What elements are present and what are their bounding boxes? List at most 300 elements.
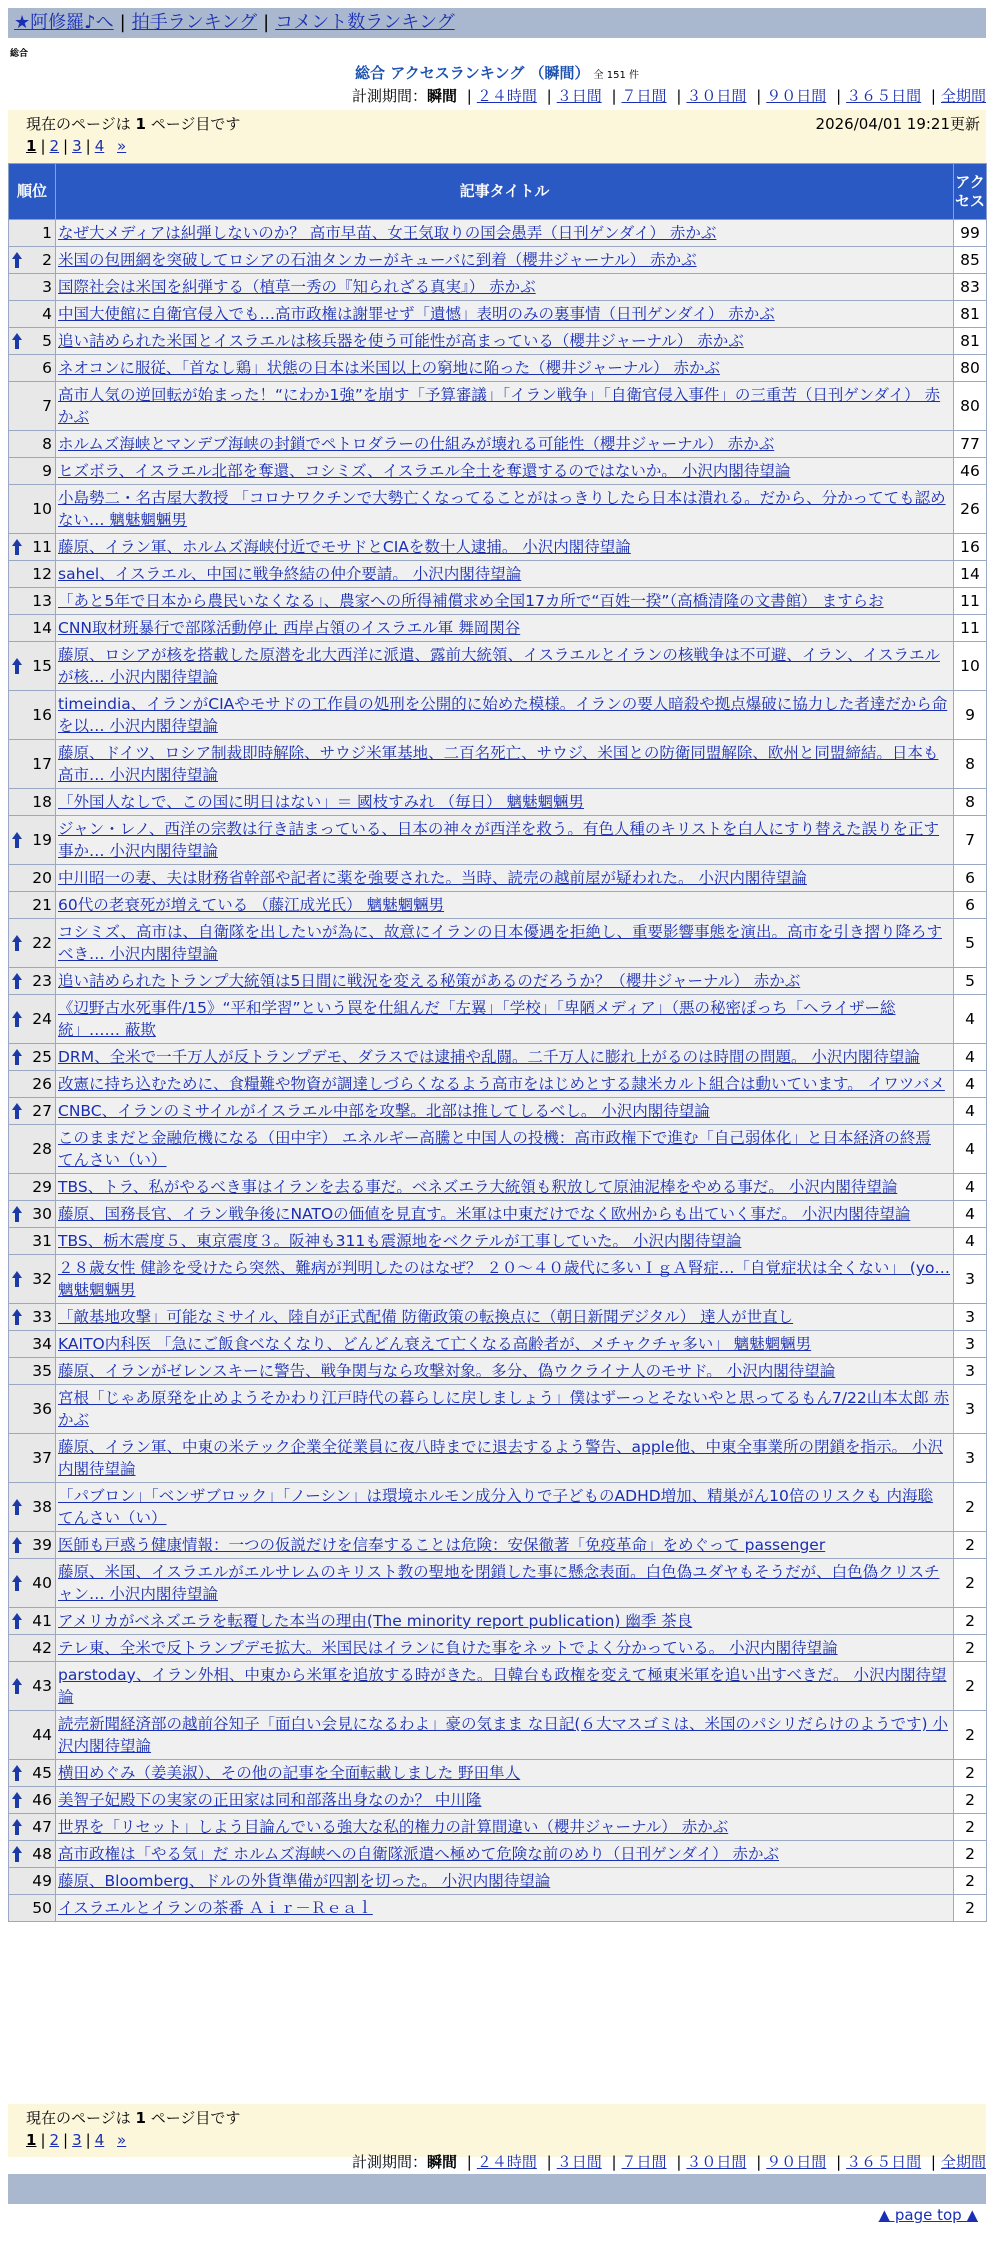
rank-up-arrow-icon (12, 1537, 22, 1553)
access-count: 4 (954, 1228, 987, 1255)
title-cell (56, 1044, 954, 1071)
access-count: 2 (954, 1559, 987, 1608)
table-row (9, 1331, 987, 1358)
rank-number: 9 (42, 462, 52, 480)
page-title-block (0, 62, 994, 83)
period-current: 瞬間 (426, 87, 457, 105)
title-cell (56, 1125, 954, 1174)
rank-cell (9, 1559, 56, 1608)
article-title-link[interactable]: ホルムズ海峡とマンデブ海峡の封鎖でペトロダラーの仕組みが壊れる可能性（櫻井ジャーナル） 赤かぶ (58, 435, 775, 453)
period-30d-link[interactable]: ３０日間 (686, 2153, 747, 2171)
rank-cell (9, 1787, 56, 1814)
title-cell (56, 691, 954, 740)
rank-number: 40 (32, 1574, 52, 1592)
title-cell (56, 274, 954, 301)
table-row (9, 1434, 987, 1483)
access-count: 2 (954, 1532, 987, 1559)
article-title-link[interactable]: 「あと5年で日本から農民いなくなる」、農家への所得補償求め全国17カ所で“百姓一揆”（高橋清隆の文書館） ますらお (58, 592, 884, 610)
table-row (9, 892, 987, 919)
table-row (9, 816, 987, 865)
clap-ranking-link[interactable]: 拍手ランキング (131, 12, 258, 33)
access-count: 99 (954, 220, 987, 247)
article-title-link[interactable]: parstoday、イラン外相、中東から米軍を追放する時がきた。日韓台も政権を変えて極東米軍を追い出すべきだ。 小沢内閣待望論 (58, 1666, 947, 1706)
rank-cell (9, 1434, 56, 1483)
rank-up-arrow-icon (12, 1103, 22, 1119)
article-title-link[interactable]: CNN取材班暴行で部隊活動停止 西岸占領のイスラエル軍 舞岡関谷 (58, 619, 521, 637)
period-label: 計測期間： (351, 2153, 427, 2171)
table-row (9, 1608, 987, 1635)
access-count: 4 (954, 995, 987, 1044)
page-top-link[interactable]: ▲ page top ▲ (878, 2206, 978, 2224)
rank-cell (9, 1255, 56, 1304)
access-count: 3 (954, 1358, 987, 1385)
table-row (9, 561, 987, 588)
title-cell (56, 534, 954, 561)
article-title-link[interactable]: アメリカがベネズエラを転覆した本当の理由(The minority report publication) 幽季 茶良 (58, 1612, 693, 1630)
access-count: 2 (954, 1868, 987, 1895)
rank-number: 4 (42, 305, 52, 323)
title-cell (56, 968, 954, 995)
rank-number: 18 (32, 793, 52, 811)
rank-number: 36 (32, 1400, 52, 1418)
access-count: 11 (954, 615, 987, 642)
rank-cell (9, 220, 56, 247)
article-title-link[interactable]: 中川昭一の妻、夫は財務省幹部や記者に薬を強要された。当時、読売の越前屋が疑われた。 小沢内閣待望論 (58, 869, 807, 887)
access-count: 4 (954, 1044, 987, 1071)
article-title-link[interactable]: 改憲に持ち込むために、食糧難や物資が調達しづらくなるよう高市をはじめとする隷米カルト組合は動いています。 イワツバメ (58, 1075, 945, 1093)
title-cell (56, 431, 954, 458)
article-title-link[interactable]: 「外国人なしで、この国に明日はない」＝ 國枝すみれ （毎日） 魑魅魍魎男 (58, 793, 584, 811)
rank-number: 31 (32, 1232, 52, 1250)
rank-number: 35 (32, 1362, 52, 1380)
table-row (9, 328, 987, 355)
rank-number: 7 (42, 397, 52, 415)
article-title-link[interactable]: 高市政権は「やる気」だ ホルムズ海峡への自衛隊派遣へ極めて危険な前のめり（日刊ゲンダイ） 赤かぶ (58, 1845, 779, 1863)
rank-cell (9, 1358, 56, 1385)
rank-cell (9, 740, 56, 789)
total-count: 全 151 件 (593, 70, 639, 81)
article-title-link[interactable]: 藤原、国務長官、イラン戦争後にNATOの価値を見直す。米軍は中東だけでなく欧州からも出ていく事だ。 小沢内閣待望論 (58, 1205, 911, 1223)
period-90d-link[interactable]: ９０日間 (766, 87, 827, 105)
table-row (9, 1044, 987, 1071)
article-title-link[interactable]: 60代の老衰死が増えている （藤江成光氏） 魑魅魍魎男 (58, 896, 445, 914)
period-label: 計測期間： (351, 87, 427, 105)
rank-number: 23 (32, 972, 52, 990)
article-title-link[interactable]: 藤原、ドイツ、ロシア制裁即時解除、サウジ米軍基地、二百名死亡、サウジ、米国との防衛同盟解除、欧州と同盟締結。日本も高市… 小沢内閣待望論 (58, 744, 939, 784)
table-row (9, 1841, 987, 1868)
title-cell (56, 1760, 954, 1787)
rank-number: 2 (42, 251, 52, 269)
access-count: 26 (954, 485, 987, 534)
table-row (9, 458, 987, 485)
rank-cell (9, 431, 56, 458)
title-cell (56, 1662, 954, 1711)
table-row (9, 355, 987, 382)
period-3d-link[interactable]: ３日間 (556, 2153, 602, 2171)
access-count: 2 (954, 1608, 987, 1635)
rank-number: 8 (42, 435, 52, 453)
title-cell (56, 865, 954, 892)
table-row (9, 1358, 987, 1385)
title-cell (56, 1228, 954, 1255)
table-row (9, 485, 987, 534)
access-count: 2 (954, 1711, 987, 1760)
access-header: アクセス (954, 164, 987, 220)
rank-up-arrow-icon (12, 832, 22, 848)
rank-cell (9, 1098, 56, 1125)
article-title-link[interactable]: 「パブロン」「ベンザブロック」「ノーシン」は環境ホルモン成分入りで子どものADHD増加、精巣がん10倍のリスクも 内海聡 てんさい（い） (58, 1487, 934, 1527)
rank-number: 48 (32, 1845, 52, 1863)
title-cell (56, 588, 954, 615)
page-link[interactable]: 2 (49, 137, 60, 155)
table-row (9, 1228, 987, 1255)
access-count: 8 (954, 740, 987, 789)
rank-number: 43 (32, 1677, 52, 1695)
title-cell (56, 1787, 954, 1814)
nav-separator: | (119, 12, 126, 33)
title-cell (56, 1255, 954, 1304)
access-count: 4 (954, 1201, 987, 1228)
title-cell (56, 642, 954, 691)
table-row (9, 740, 987, 789)
access-count: 81 (954, 328, 987, 355)
page-link[interactable]: 4 (94, 2131, 105, 2149)
asyura-home-link[interactable]: ★阿修羅♪へ (14, 12, 114, 33)
title-cell (56, 220, 954, 247)
title-cell (56, 458, 954, 485)
section-label: 総合 (10, 49, 29, 59)
rank-cell (9, 588, 56, 615)
rank-number: 42 (32, 1639, 52, 1657)
rank-cell (9, 1608, 56, 1635)
access-count: 11 (954, 588, 987, 615)
rank-number: 1 (42, 224, 52, 242)
article-title-link[interactable]: 世界を「リセット」しよう目論んでいる強大な私的権力の計算間違い（櫻井ジャーナル） 赤かぶ (58, 1818, 729, 1836)
pager-box-top (8, 110, 986, 163)
title-cell (56, 1483, 954, 1532)
rank-number: 20 (32, 869, 52, 887)
rank-cell (9, 1483, 56, 1532)
table-row (9, 1201, 987, 1228)
rank-cell (9, 274, 56, 301)
rank-number: 27 (32, 1102, 52, 1120)
table-row (9, 1814, 987, 1841)
article-title-link[interactable]: sahel、イスラエル、中国に戦争終結の仲介要請。 小沢内閣待望論 (58, 565, 522, 583)
article-title-link[interactable]: 横田めぐみ（姜美淑）、その他の記事を全面転載しました 野田隼人 (58, 1764, 521, 1782)
period-3d-link[interactable]: ３日間 (556, 87, 602, 105)
title-cell (56, 789, 954, 816)
table-row (9, 1868, 987, 1895)
period-365d-link[interactable]: ３６５日間 (846, 87, 922, 105)
access-count: 3 (954, 1434, 987, 1483)
article-title-link[interactable]: 小島勢二・名古屋大教授 「コロナワクチンで大勢亡くなってることがはっきりしたら日本は潰れる。だから、分かってても認めない… 魑魅魍魎男 (58, 489, 946, 529)
article-title-link[interactable]: 「敵基地攻撃」可能なミサイル、陸自が正式配備 防衛政策の転換点に（朝日新聞デジタル） 達人が世直し (58, 1308, 794, 1326)
rank-cell (9, 1868, 56, 1895)
article-title-link[interactable]: 国際社会は米国を糾弾する（植草一秀の『知られざる真実』） 赤かぶ (58, 278, 536, 296)
table-row (9, 865, 987, 892)
rank-up-arrow-icon (12, 1309, 22, 1325)
rank-cell (9, 1760, 56, 1787)
table-row (9, 382, 987, 431)
rank-number: 16 (32, 706, 52, 724)
period-selector-top: 計測期間：瞬間 | ２４時間 | ３日間 | ７日間 | ３０日間 | ９０日間 | ３６５日間 | 全期間 (351, 87, 986, 105)
access-count: 6 (954, 892, 987, 919)
rank-cell (9, 1125, 56, 1174)
article-title-link[interactable]: TBS、トラ、私がやるべき事はイランを去る事だ。ベネズエラ大統領も釈放して原油泥棒をやめる事だ。 小沢内閣待望論 (58, 1178, 898, 1196)
title-cell (56, 1608, 954, 1635)
title-cell (56, 892, 954, 919)
access-count: 77 (954, 431, 987, 458)
rank-cell (9, 968, 56, 995)
rank-cell (9, 561, 56, 588)
title-cell (56, 382, 954, 431)
access-count: 5 (954, 968, 987, 995)
rank-cell (9, 1635, 56, 1662)
rank-cell (9, 865, 56, 892)
rank-number: 33 (32, 1308, 52, 1326)
rank-cell (9, 816, 56, 865)
access-count: 9 (954, 691, 987, 740)
rank-number: 14 (32, 619, 52, 637)
table-row (9, 1532, 987, 1559)
article-title-link[interactable]: KAITO内科医 「急にご飯食べなくなり、どんどん衰えて亡くなる高齢者が、メチャクチャ多い」 魑魅魍魎男 (58, 1335, 812, 1353)
rank-number: 26 (32, 1075, 52, 1093)
title-cell (56, 816, 954, 865)
table-row (9, 1174, 987, 1201)
rank-number: 15 (32, 657, 52, 675)
rank-cell (9, 1385, 56, 1434)
table-row (9, 1662, 987, 1711)
page-link[interactable]: 3 (72, 2131, 82, 2149)
rank-cell (9, 1331, 56, 1358)
table-row (9, 220, 987, 247)
rank-number: 30 (32, 1205, 52, 1223)
rank-cell (9, 919, 56, 968)
article-title-link[interactable]: なぜ大メディアは糾弾しないのか？ 高市早苗、女王気取りの国会愚弄（日刊ゲンダイ） 赤かぶ (58, 224, 717, 242)
article-title-link[interactable]: timeindia、イランがCIAやモサドの工作員の処刑を公開的に始めた模様。イランの要人暗殺や拠点爆破に協力した者達だから命を以… 小沢内閣待望論 (58, 695, 948, 735)
title-cell (56, 1304, 954, 1331)
next-page-link[interactable]: » (117, 137, 127, 155)
article-title-link[interactable]: 追い詰められたトランプ大統領は5日間に戦況を変える秘策があるのだろうか？（櫻井ジャーナル） 赤かぶ (58, 972, 801, 990)
table-row (9, 534, 987, 561)
rank-cell (9, 1228, 56, 1255)
article-title-link[interactable]: 追い詰められた米国とイスラエルは核兵器を使う可能性が高まっている（櫻井ジャーナル） 赤かぶ (58, 332, 744, 350)
rank-number: 6 (42, 359, 52, 377)
table-row (9, 1098, 987, 1125)
table-row (9, 1125, 987, 1174)
page-link[interactable]: 2 (49, 2131, 60, 2149)
rank-cell (9, 1174, 56, 1201)
page-status: 現在のページは 1 ページ目です (26, 115, 241, 133)
article-title-link[interactable]: ヒズボラ、イスラエル北部を奪還、コシミズ、イスラエル全土を奪還するのではないか。 小沢内閣待望論 (58, 462, 791, 480)
table-row (9, 1483, 987, 1532)
period-7d-link[interactable]: ７日間 (621, 2153, 667, 2171)
period-90d-link[interactable]: ９０日間 (766, 2153, 827, 2171)
rank-cell (9, 995, 56, 1044)
title-header: 記事タイトル (56, 164, 954, 220)
access-count: 2 (954, 1895, 987, 1922)
rank-cell (9, 534, 56, 561)
period-7d-link[interactable]: ７日間 (621, 87, 667, 105)
article-title-link[interactable]: このままだと金融危機になる（田中宇） エネルギー高騰と中国人の投機：高市政権下で進む「自己弱体化」と日本経済の終焉 てんさい（い） (58, 1129, 931, 1169)
table-row (9, 1787, 987, 1814)
article-title-link[interactable]: 読売新聞経済部の越前谷知子「面白い会見になるわよ」豪の気まま な日記(６大マスゴミは、米国のパシリだらけのようです) 小沢内閣待望論 (58, 1715, 948, 1755)
table-row (9, 1071, 987, 1098)
title-cell (56, 1895, 954, 1922)
table-row (9, 691, 987, 740)
access-count: 81 (954, 301, 987, 328)
table-row (9, 995, 987, 1044)
article-title-link[interactable]: CNBC、イランのミサイルがイスラエル中部を攻撃。北部は推してしるべし。 小沢内閣待望論 (58, 1102, 710, 1120)
title-cell (56, 1434, 954, 1483)
access-count: 3 (954, 1385, 987, 1434)
page-link[interactable]: 4 (94, 137, 105, 155)
rank-cell (9, 355, 56, 382)
rank-number: 22 (32, 934, 52, 952)
rank-number: 3 (42, 278, 52, 296)
table-row (9, 1760, 987, 1787)
rank-number: 44 (32, 1726, 52, 1744)
period-all-link[interactable]: 全期間 (940, 2153, 986, 2171)
title-cell (56, 1385, 954, 1434)
period-365d-link[interactable]: ３６５日間 (846, 2153, 922, 2171)
article-title-link[interactable]: ネオコンに服従、「首なし鶏」状態の日本は米国以上の窮地に陥った（櫻井ジャーナル） 赤かぶ (58, 359, 720, 377)
article-title-link[interactable]: 高市人気の逆回転が始まった！“にわか1強”を崩す「予算審議」「イラン戦争」「自衛官侵入事件」の三重苦（日刊ゲンダイ） 赤かぶ (58, 386, 941, 426)
article-title-link[interactable]: 藤原、米国、イスラエルがエルサレムのキリスト教の聖地を閉鎖した事に懸念表面。白色偽ユダヤもそうだが、白色偽クリスチャン… 小沢内閣待望論 (58, 1563, 940, 1603)
rank-cell (9, 1044, 56, 1071)
access-count: 80 (954, 355, 987, 382)
access-count: 5 (954, 919, 987, 968)
access-count: 8 (954, 789, 987, 816)
comment-ranking-link[interactable]: コメント数ランキング (275, 12, 455, 33)
rank-cell (9, 1895, 56, 1922)
rank-up-arrow-icon (12, 1049, 22, 1065)
access-count: 85 (954, 247, 987, 274)
rank-number: 49 (32, 1872, 52, 1890)
rank-number: 45 (32, 1764, 52, 1782)
article-title-link[interactable]: 医師も戸惑う健康情報：一つの仮説だけを信奉することは危険：安保徹著「免疫革命」をめぐって passenger (58, 1536, 826, 1554)
rank-number: 39 (32, 1536, 52, 1554)
article-title-link[interactable]: 中国大使館に自衛官侵入でも…高市政権は謝罪せず「遺憾」表明のみの裏事情（日刊ゲンダイ） 赤かぶ (58, 305, 775, 323)
rank-up-arrow-icon (12, 1613, 22, 1629)
rank-up-arrow-icon (12, 1846, 22, 1862)
article-title-link[interactable]: 藤原、Bloomberg、ドルの外貨準備が四割を切った。 小沢内閣待望論 (58, 1872, 551, 1890)
rank-cell (9, 301, 56, 328)
access-count: 2 (954, 1760, 987, 1787)
rank-cell (9, 1662, 56, 1711)
article-title-link[interactable]: 米国の包囲網を突破してロシアの石油タンカーがキューバに到着（櫻井ジャーナル） 赤かぶ (58, 251, 697, 269)
article-title-link[interactable]: 《辺野古水死事件/15》“平和学習”という罠を仕組んだ「左翼」「学校」「卑陋メディア」（悪の秘密ぽっち「ヘライザー総統」…… 蔽欺 (58, 999, 896, 1039)
rank-up-arrow-icon (12, 1499, 22, 1515)
rank-cell (9, 1532, 56, 1559)
table-row (9, 301, 987, 328)
rank-up-arrow-icon (12, 1271, 22, 1287)
rank-cell (9, 615, 56, 642)
title-cell (56, 561, 954, 588)
title-cell (56, 301, 954, 328)
rank-cell (9, 328, 56, 355)
table-row (9, 274, 987, 301)
page-current: 1 (26, 137, 37, 155)
access-count: 2 (954, 1841, 987, 1868)
period-all-link[interactable]: 全期間 (940, 87, 986, 105)
article-title-link[interactable]: 藤原、イラン軍、ホルムズ海峡付近でモサドとCIAを数十人逮捕。 小沢内閣待望論 (58, 538, 631, 556)
rank-cell (9, 642, 56, 691)
rank-cell (9, 1711, 56, 1760)
title-cell (56, 328, 954, 355)
article-title-link[interactable]: 美智子妃殿下の実家の正田家は同和部落出身なのか？ 中川隆 (58, 1791, 482, 1809)
title-cell (56, 919, 954, 968)
rank-up-arrow-icon (12, 333, 22, 349)
title-cell (56, 995, 954, 1044)
article-title-link[interactable]: DRM、全米で一千万人が反トランプデモ、ダラスでは逮捕や乱闘。二千万人に膨れ上がるのは時間の問題。 小沢内閣待望論 (58, 1048, 920, 1066)
rank-number: 34 (32, 1335, 52, 1353)
period-selector-bottom: 計測期間：瞬間 | ２４時間 | ３日間 | ７日間 | ３０日間 | ９０日間 | ３６５日間 | 全期間 (351, 2153, 986, 2171)
page-link[interactable]: 3 (72, 137, 82, 155)
article-title-link[interactable]: 宮根「じゃあ原発を止めようそかわり江戸時代の暮らしに戻しましょう」僕はずーっとそないやと思ってるもん7/22山本太郎 赤かぶ (58, 1389, 950, 1429)
rank-number: 24 (32, 1010, 52, 1028)
title-cell (56, 1358, 954, 1385)
access-count: 7 (954, 816, 987, 865)
rank-up-arrow-icon (12, 1765, 22, 1781)
access-count: 2 (954, 1483, 987, 1532)
article-title-link[interactable]: コシミズ、高市は、自衛隊を出したいが為に、故意にイランの日本優遇を拒絶し、重要影響事態を演出。高市を引き摺り降ろすべき… 小沢内閣待望論 (58, 923, 942, 963)
article-title-link[interactable]: テレ東、全米で反トランプデモ拡大。米国民はイランに負けた事をネットでよく分かっている。 小沢内閣待望論 (58, 1639, 838, 1657)
article-title-link[interactable]: イスラエルとイランの茶番 Ａｉｒ－Ｒｅａｌ (58, 1899, 373, 1917)
article-title-link[interactable]: ジャン・レノ、西洋の宗教は行き詰まっている、日本の神々が西洋を救う。有色人種のキリストを白人にすり替えた誤りを正す事か… 小沢内閣待望論 (58, 820, 940, 860)
pagination: 1 | 2 | 3 | 4 » (26, 137, 127, 155)
rank-up-arrow-icon (12, 658, 22, 674)
article-title-link[interactable]: TBS、栃木震度５、東京震度３。阪神も311も震源地をベクテルが工事していた。 小沢内閣待望論 (58, 1232, 742, 1250)
rank-number: 29 (32, 1178, 52, 1196)
article-title-link[interactable]: 藤原、イランがゼレンスキーに警告、戦争関与なら攻撃対象。多分、偽ウクライナ人のモサド。 小沢内閣待望論 (58, 1362, 836, 1380)
table-row (9, 247, 987, 274)
next-page-link[interactable]: » (117, 2131, 127, 2149)
access-count: 4 (954, 1125, 987, 1174)
access-count: 2 (954, 1662, 987, 1711)
rank-cell (9, 485, 56, 534)
rank-up-arrow-icon (12, 252, 22, 268)
access-count: 14 (954, 561, 987, 588)
table-row (9, 1304, 987, 1331)
article-title-link[interactable]: 藤原、ロシアが核を搭載した原潜を北大西洋に派遣、露前大統領、イスラエルとイランの核戦争は不可避、イラン、イスラエルが核… 小沢内閣待望論 (58, 646, 940, 686)
table-row (9, 642, 987, 691)
rank-number: 47 (32, 1818, 52, 1836)
period-30d-link[interactable]: ３０日間 (686, 87, 747, 105)
rank-number: 46 (32, 1791, 52, 1809)
rank-up-arrow-icon (12, 1819, 22, 1835)
rank-cell (9, 691, 56, 740)
rank-cell (9, 247, 56, 274)
pagination: 1 | 2 | 3 | 4 » (26, 2131, 127, 2149)
article-title-link[interactable]: 藤原、イラン軍、中東の米テック企業全従業員に夜八時までに退去するよう警告、apple他、中東全事業所の閉鎖を指示。 小沢内閣待望論 (58, 1438, 943, 1478)
table-row (9, 588, 987, 615)
title-cell (56, 1868, 954, 1895)
title-cell (56, 1532, 954, 1559)
table-row (9, 431, 987, 458)
rank-cell (9, 1071, 56, 1098)
access-count: 4 (954, 1071, 987, 1098)
period-24h-link[interactable]: ２４時間 (476, 2153, 537, 2171)
table-row (9, 1711, 987, 1760)
access-count: 80 (954, 382, 987, 431)
article-title-link[interactable]: ２８歳女性 健診を受けたら突然、難病が判明したのはなぜ？ ２０～４０歳代に多いＩｇＡ腎症…「自覚症状は全くない」 (yo… 魑魅魍魎男 (58, 1259, 950, 1299)
table-row (9, 1385, 987, 1434)
rank-up-arrow-icon (12, 1575, 22, 1591)
period-24h-link[interactable]: ２４時間 (476, 87, 537, 105)
updated-timestamp: 2026/04/01 19:21更新 (815, 115, 980, 133)
bottom-bar (8, 2174, 986, 2204)
